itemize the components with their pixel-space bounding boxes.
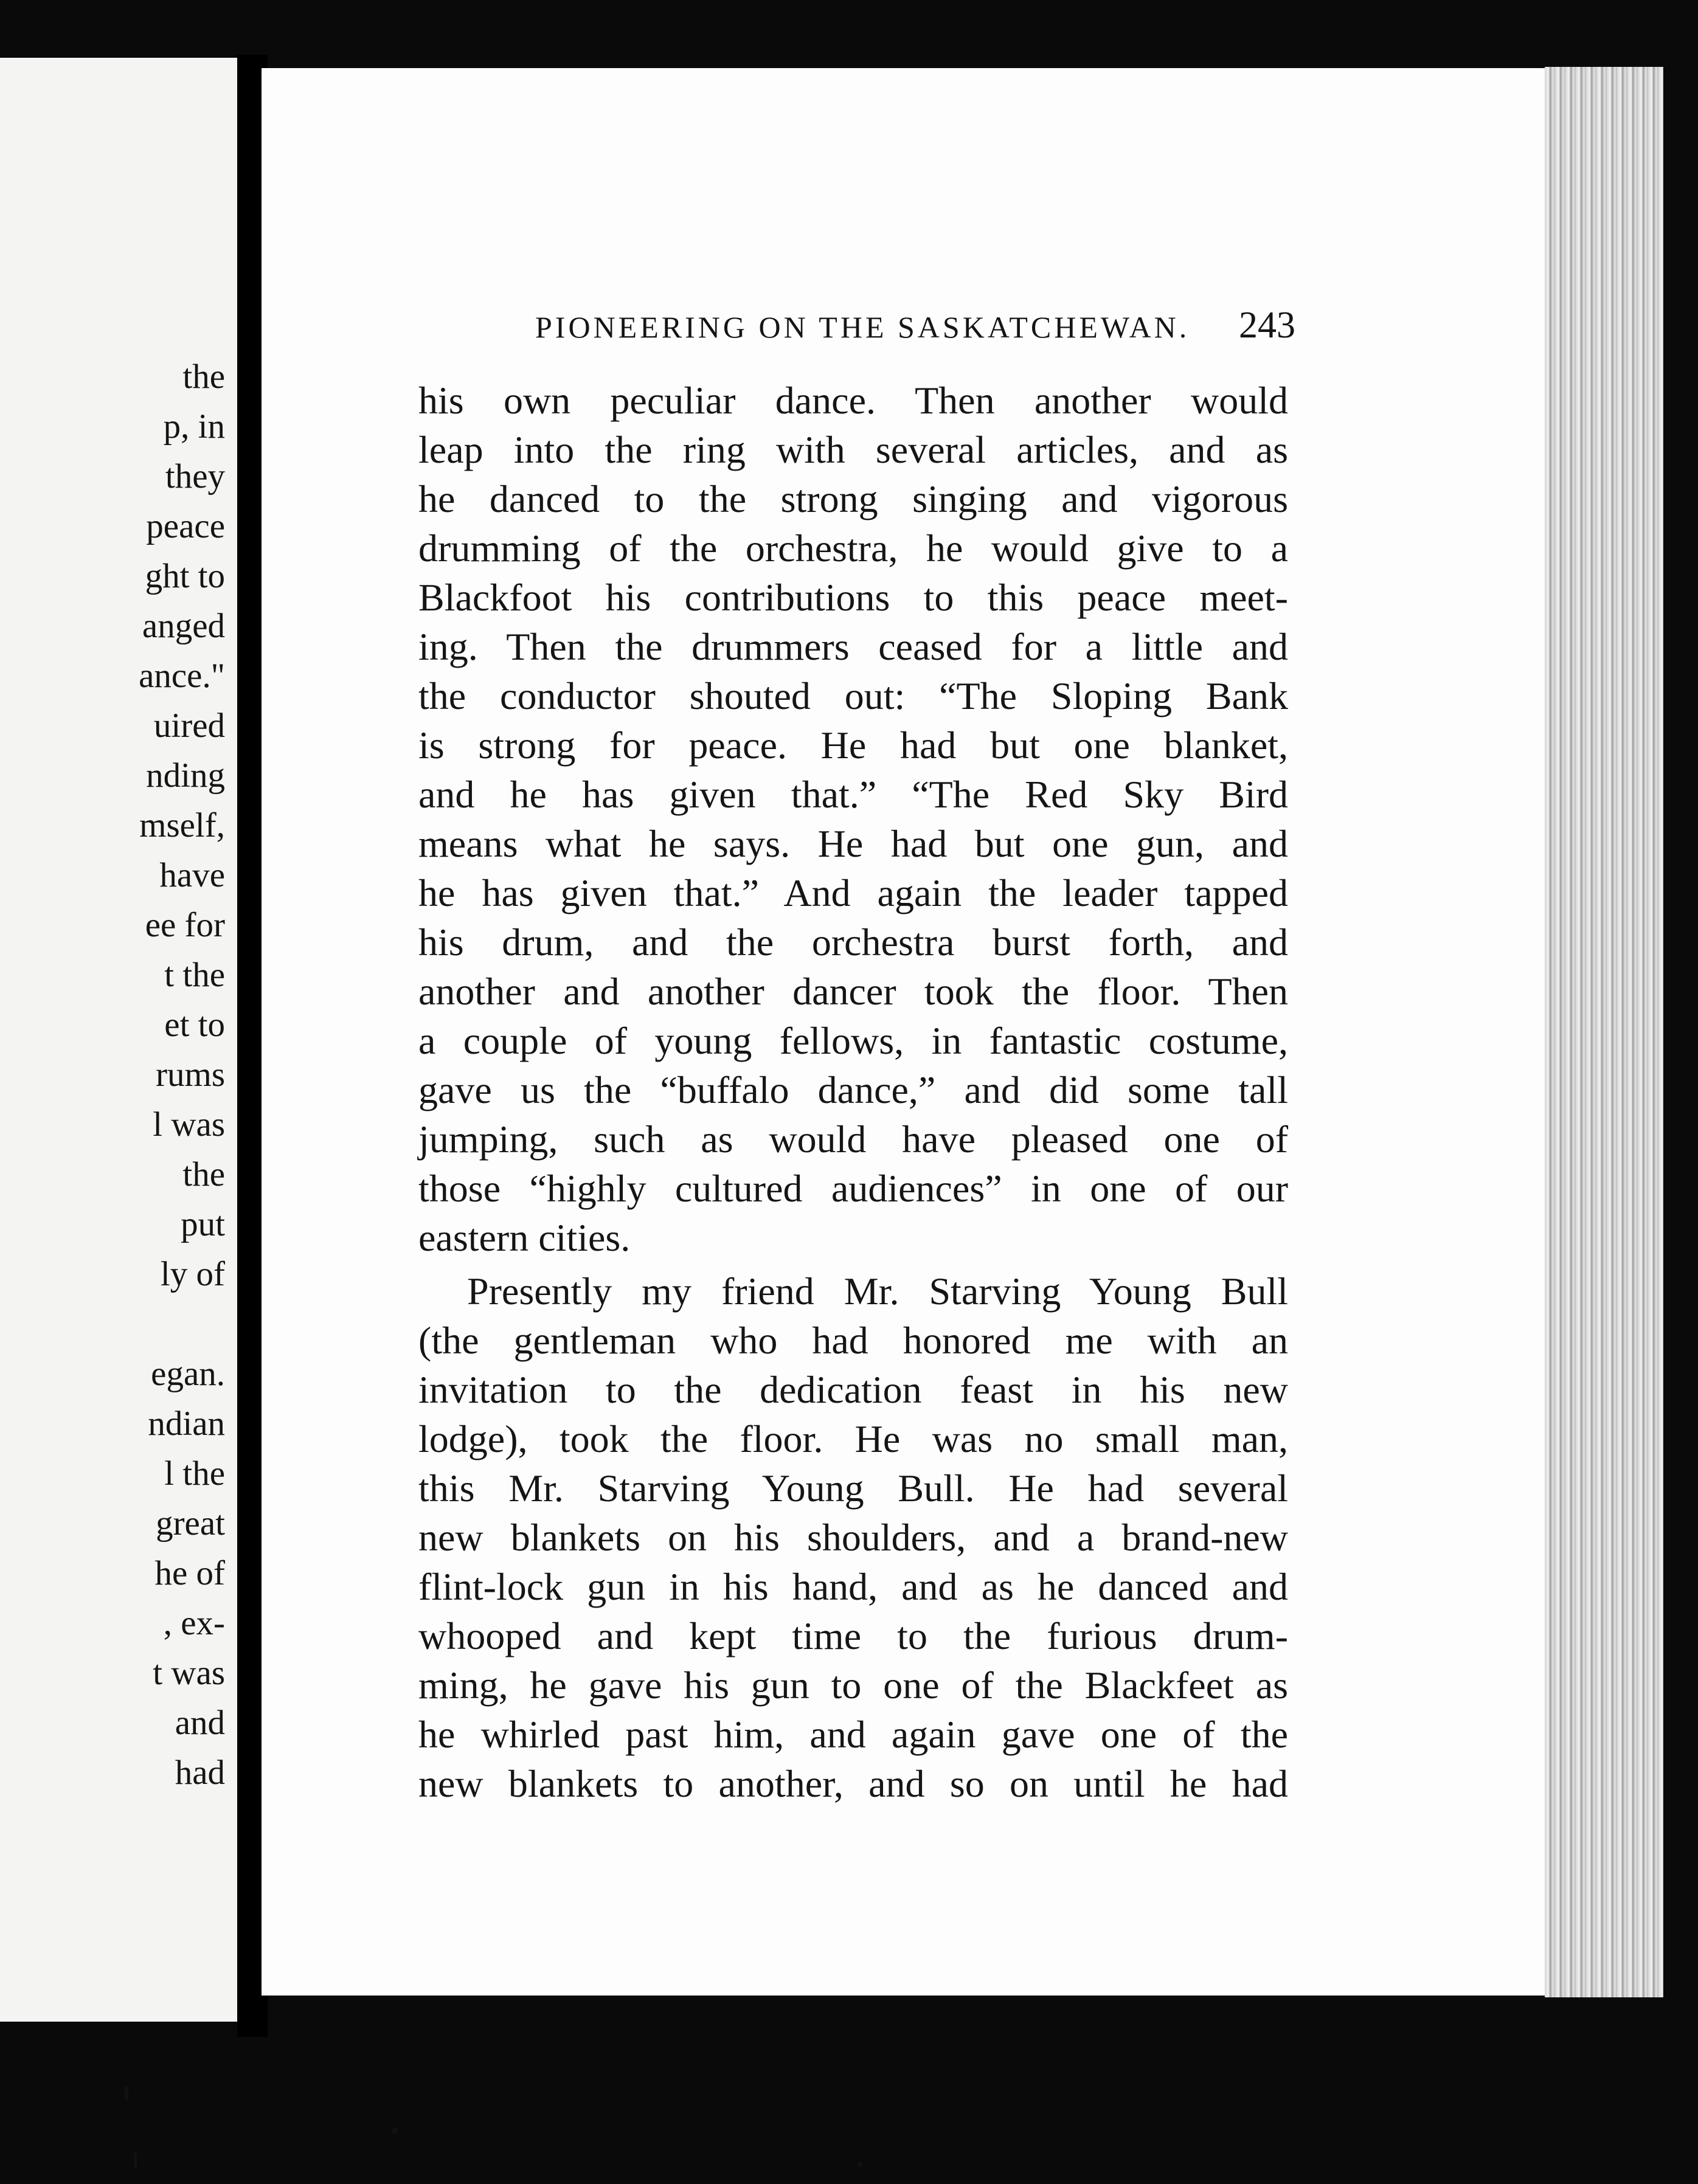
left-facing-page (0, 58, 237, 2022)
left-page-line: uired (153, 707, 225, 745)
left-page-line: and (175, 1704, 225, 1742)
scan-speck (858, 2162, 862, 2167)
left-page-line: ndian (148, 1405, 225, 1443)
text-line: he has given that.” And again the leader tapped (418, 871, 1288, 914)
left-page-line: anged (142, 607, 225, 645)
text-line: those “highly cultured audiences” in one of our (418, 1167, 1288, 1210)
scan-speck (134, 2152, 137, 2168)
text-line: leap into the ring with several articles, and as (418, 428, 1288, 471)
text-line: Blackfoot his contributions to this peace meet- (418, 576, 1288, 619)
text-line: the conductor shouted out: “The Sloping Bank (418, 674, 1288, 717)
left-page-line: ee for (145, 906, 225, 944)
left-page-line: t was (153, 1654, 225, 1692)
text-line: jumping, such as would have pleased one of (418, 1118, 1288, 1161)
text-line: lodge), took the floor. He was no small man, (418, 1417, 1288, 1460)
text-line: means what he says. He had but one gun, and (418, 822, 1288, 865)
left-page-line: t the (164, 956, 225, 994)
text-line: gave us the “buffalo dance,” and did some tall (418, 1068, 1288, 1111)
text-line: he whirled past him, and again gave one of the (418, 1713, 1288, 1756)
running-head-title: PIONEERING ON THE SASKATCHEWAN. (535, 310, 1190, 344)
left-page-line: ght to (145, 557, 225, 595)
left-page-line: great (156, 1504, 225, 1543)
left-page-line: have (159, 856, 225, 894)
scan-speck (392, 2128, 398, 2134)
text-line: ing. Then the drummers ceased for a little and (418, 625, 1288, 668)
text-line: whooped and kept time to the furious drum- (418, 1614, 1288, 1657)
left-page-line: had (175, 1754, 225, 1792)
left-page-line: he of (154, 1554, 225, 1592)
text-line: eastern cities. (418, 1216, 631, 1259)
text-line: Presently my friend Mr. Starving Young Bull (467, 1270, 1288, 1313)
left-page-line: the (182, 1155, 225, 1194)
text-line: and he has given that.” “The Red Sky Bird (418, 773, 1288, 816)
scan-speck (125, 2087, 128, 2100)
text-line: ming, he gave his gun to one of the Blackfeet as (418, 1664, 1288, 1707)
left-page-line: peace (146, 507, 225, 545)
text-line: (the gentleman who had honored me with an (418, 1319, 1288, 1362)
page-number: 243 (1239, 305, 1295, 346)
left-page-line: , ex- (163, 1604, 225, 1642)
running-head (535, 304, 1295, 347)
text-line: his own peculiar dance. Then another would (418, 379, 1288, 422)
left-page-line: the (182, 358, 225, 396)
text-line: new blankets on his shoulders, and a brand-new (418, 1516, 1288, 1559)
text-line: a couple of young fellows, in fantastic costume, (418, 1019, 1288, 1062)
left-page-line: rums (156, 1056, 225, 1094)
text-line: his drum, and the orchestra burst forth, and (418, 921, 1288, 964)
left-page-line: p, in (163, 407, 225, 446)
page-edges (1545, 67, 1663, 1997)
left-page-line: put (181, 1205, 225, 1243)
left-page-line: mself, (139, 806, 225, 845)
text-line: he danced to the strong singing and vigorous (418, 477, 1288, 520)
left-page-line: l the (164, 1454, 225, 1493)
left-page-line: they (165, 457, 225, 496)
left-page-line: ance." (139, 657, 225, 695)
left-page-line: nding (146, 756, 225, 795)
text-line: new blankets to another, and so on until he had (418, 1762, 1288, 1805)
left-page-line: et to (164, 1006, 225, 1044)
text-line: this Mr. Starving Young Bull. He had several (418, 1467, 1288, 1510)
text-line: is strong for peace. He had but one blanket, (418, 724, 1288, 767)
text-line: another and another dancer took the floor. Then (418, 970, 1288, 1013)
text-line: drumming of the orchestra, he would give to a (418, 527, 1288, 570)
left-page-line: l was (153, 1105, 225, 1144)
left-page-line: ly of (160, 1255, 225, 1293)
text-line: invitation to the dedication feast in his new (418, 1368, 1288, 1411)
text-line: flint-lock gun in his hand, and as he danced and (418, 1565, 1288, 1608)
left-page-line: egan. (151, 1355, 225, 1393)
